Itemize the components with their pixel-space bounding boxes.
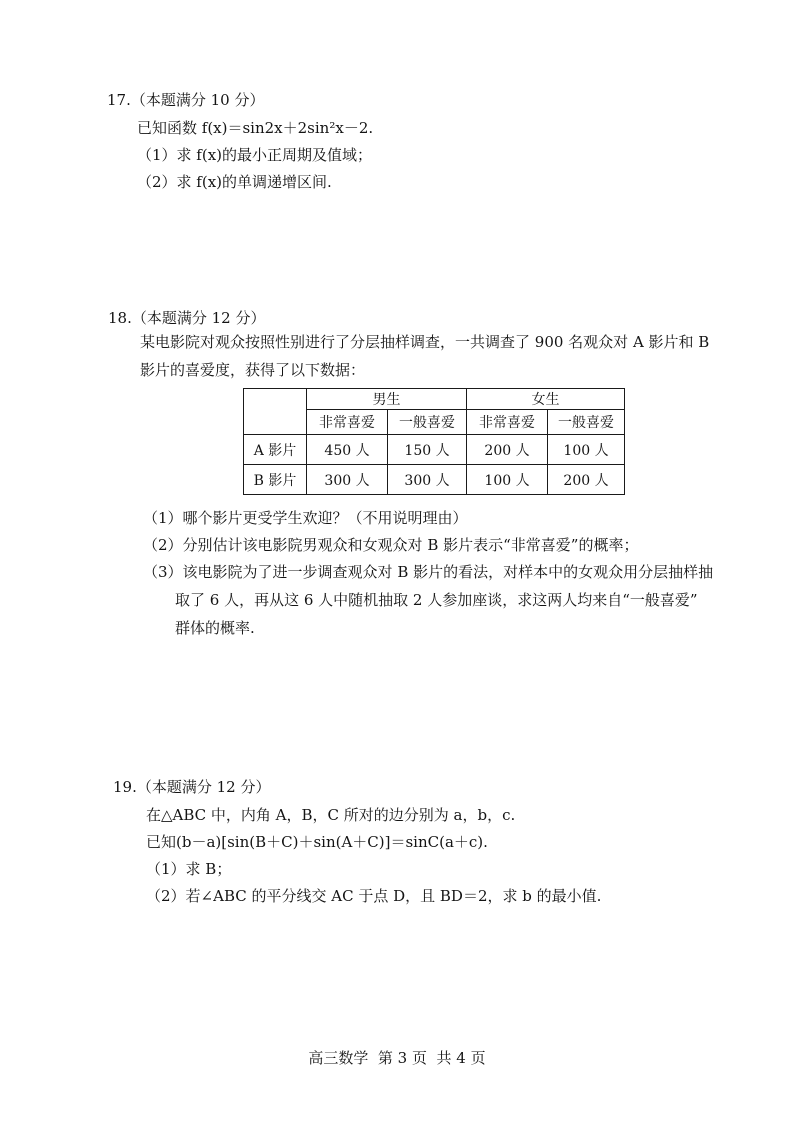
table-row-film-a	[244, 435, 625, 465]
problem-19-stem-line: 已知(b－a)[sin(B＋C)＋sin(A＋C)]＝sinC(a＋c).	[146, 833, 488, 851]
problem-17-question-1: （1）求 f(x)的最小正周期及值域；	[137, 146, 373, 164]
table-group-header-female: 女生	[467, 389, 625, 410]
table-cell: 100 人	[548, 435, 625, 465]
table-corner-cell	[244, 389, 307, 435]
problem-17-question-2: （2）求 f(x)的单调递增区间.	[137, 173, 332, 191]
problem-19-heading: 19.（本题满分 12 分）	[113, 778, 271, 796]
problem-19-stem-line: 在△ABC 中，内角 A，B，C 所对的边分别为 a，b，c.	[146, 806, 516, 824]
table-cell: 200 人	[548, 465, 625, 495]
table-subheader-cell: 一般喜爱	[388, 410, 467, 435]
problem-18-question-3-continued: 取了 6 人，再从这 6 人中随机抽取 2 人参加座谈，求这两人均来自“一般喜爱”	[175, 591, 698, 609]
problem-18-stem-line: 某电影院对观众按照性别进行了分层抽样调查，一共调查了 900 名观众对 A 影片和 B	[140, 333, 710, 351]
table-row-label: A 影片	[244, 435, 307, 465]
problem-18-question-1: （1）哪个影片更受学生欢迎？（不用说明理由）	[143, 509, 468, 527]
problem-19-question-1: （1）求 B；	[146, 860, 232, 878]
table-subheader-cell: 非常喜爱	[467, 410, 548, 435]
problem-18-question-3-continued: 群体的概率.	[175, 619, 255, 637]
problem-18-question-3: （3）该电影院为了进一步调查观众对 B 影片的看法，对样本中的女观众用分层抽样抽	[143, 563, 714, 581]
table-cell: 200 人	[467, 435, 548, 465]
problem-17-heading: 17.（本题满分 10 分）	[107, 91, 265, 109]
problem-19-question-2: （2）若∠ABC 的平分线交 AC 于点 D，且 BD＝2，求 b 的最小值.	[146, 887, 602, 905]
table-group-header-male: 男生	[307, 389, 467, 410]
page-footer: 高三数学 第 3 页 共 4 页	[308, 1049, 486, 1067]
table-cell: 450 人	[307, 435, 388, 465]
survey-data-table	[243, 388, 625, 495]
table-subheader-cell: 非常喜爱	[307, 410, 388, 435]
table-subheader-cell: 一般喜爱	[548, 410, 625, 435]
table-cell: 300 人	[307, 465, 388, 495]
problem-18-question-2: （2）分别估计该电影院男观众和女观众对 B 影片表示“非常喜爱”的概率；	[143, 536, 639, 554]
problem-17-stem: 已知函数 f(x)＝sin2x＋2sin²x－2.	[137, 119, 374, 137]
table-cell: 150 人	[388, 435, 467, 465]
table-cell: 100 人	[467, 465, 548, 495]
table-group-header-row	[244, 389, 625, 410]
table-row-film-b	[244, 465, 625, 495]
problem-18-heading: 18.（本题满分 12 分）	[108, 309, 266, 327]
table-cell: 300 人	[388, 465, 467, 495]
problem-18-stem-line: 影片的喜爱度，获得了以下数据：	[140, 361, 366, 379]
table-row-label: B 影片	[244, 465, 307, 495]
